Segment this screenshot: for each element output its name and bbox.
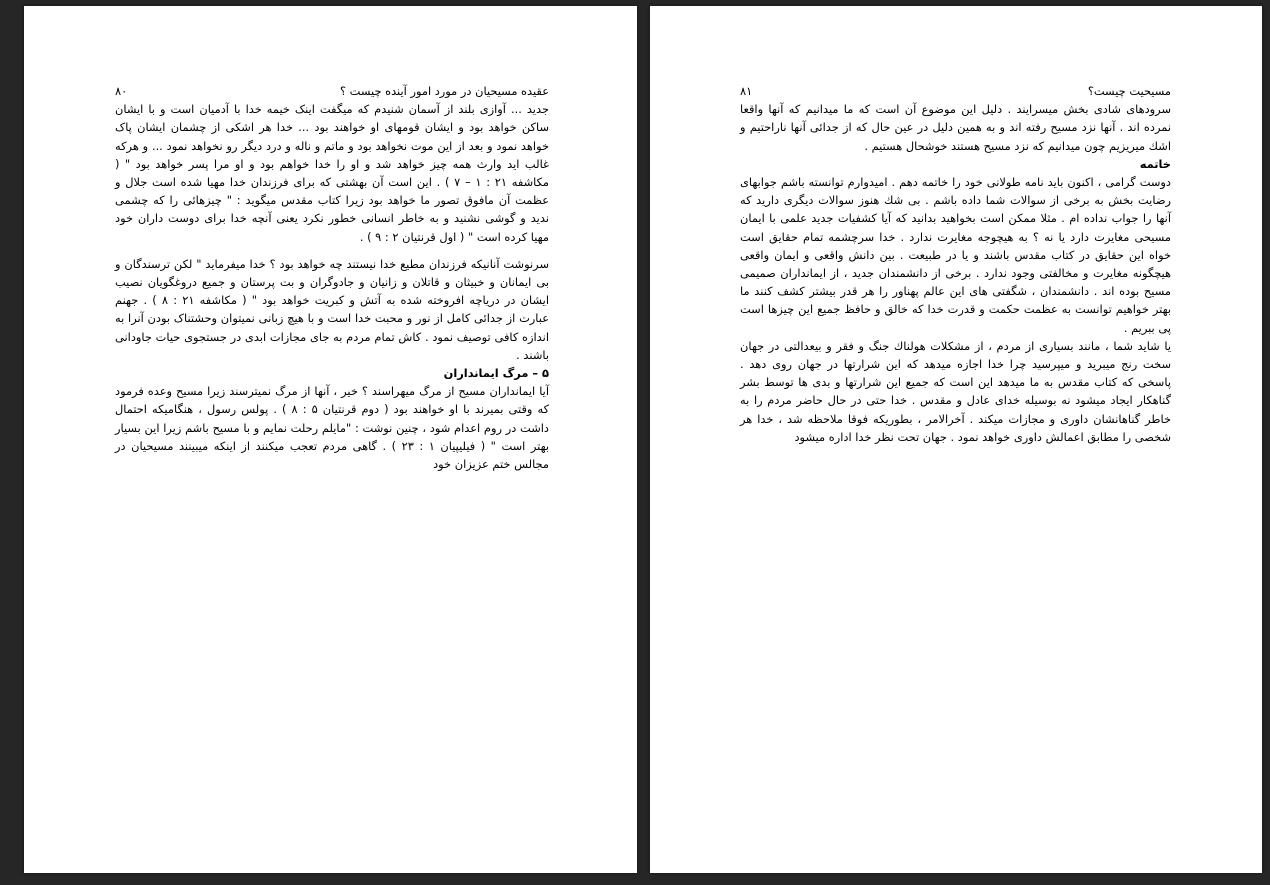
page-content (115, 82, 549, 473)
page-number: ۸۰ (115, 84, 128, 98)
body-paragraph: آیا ایمانداران مسیح از مرگ میهراسند ؟ خیر ، آنها از مرگ نمیترسند زیرا مسیح وعده فرمود که وقتی بمیرند با او خواهند بود ( دوم قرنتیان ۵ : ۸ ) . پولس رسول ، هنگامیکه احتمال داشت در روم اعدام شود ، چنین نوشت : "مایلم رحلت نمایم و با مسیح باشم زیرا این بسیار بهتر است " ( فیلیپیان ۱ : ۲۳ ) . گاهی مردم تعجب میکنند از اینکه میبینند مسیحیان در مجالس ختم عزیزان خود (115, 384, 550, 472)
page-content (740, 82, 1171, 446)
body-paragraph: یا شاید شما ، مانند بسیاری از مردم ، از مشکلات هولناك جنگ و فقر و بیعدالتی در جهان سخت رنج میبرید و میپرسید چرا خدا اجازه میدهد که این شرارتها در جهان روی دهد . پاسخی که کتاب مقدس به ما میدهد این است که جمیع این شرارتها و بدی ها توسط بشر گناهکار ایجاد میشود نه بوسیله خدای عادل و مقدس . خدا حتی در حال حاضر مردم را به خاطر گناهانشان داوری و مجازات میکند . آخرالامر ، بطوریکه فوقا ملاحظه شد ، خدا هر شخصی را مطابق اعمالش داوری خواهد نمود . جهان تحت نظر خدا اداره میشود (740, 338, 1171, 444)
running-header (115, 82, 549, 100)
running-header (740, 82, 1171, 100)
book-page-right (650, 6, 1262, 873)
body-paragraph: سرودهای شادی بخش میسرایند . دلیل این موضوع آن است که ما میدانیم که آنها واقعا نمرده اند . آنها نزد مسیح رفته اند و به همین دلیل در عین حال که از جدائی آنها ناراحتیم و اشك میریزیم چون میدانیم که نزد مسیح هستند خوشحال هستیم . (740, 102, 1171, 153)
body-paragraph: سرنوشت آنانیکه فرزندان مطیع خدا نیستند چه خواهد بود ؟ خدا میفرماید " لکن ترسندگان و بی ایمانان و خبیثان و قاتلان و زانیان و جادوگران و بت پرستان و جمیع دروغگویان نصیب ایشان در دریاچه افروخته شده به آتش و کبریت خواهد بود " ( مکاشفه ۲۱ : ۸ ) . جهنم عبارت از جدائی کامل از نور و محبت خدا است و با هیچ زبانی نمیتوان وحشتناک بودن آنرا به اندازه کافی توصیف نمود . کاش تمام مردم به جای مجازات ابدی در جستجوی حیات جاودانی باشند . (115, 256, 549, 362)
section-heading: ۵ – مرگ ایمانداران (443, 366, 549, 381)
running-title: عقیده مسیحیان در مورد امور آینده چیست ؟ (340, 84, 549, 98)
body-paragraph: دوست گرامی ، اکنون باید نامه طولانی خود را خاتمه دهم . امیدوارم توانسته باشم جوابهای رضایت بخش به برخی از سوالات شما داده باشم . بی شك هنوز سوالات دیگری دارید که آنها را جواب نداده ام . مثلا ممکن است بخواهید بدانید که آیا کشفیات جدید علمی با ایمان مسیحی مغایرت دارد یا نه ؟ به هیچوجه مغایرت ندارد . خدا سرچشمه تمام حقایق است خواه این حقایق در کتاب مقدس باشند و یا در طبیعت . بین دانش واقعی و ایمان واقعی هیچگونه مغایرت و مخالفتی وجود ندارد . برخی از دانشمندان جدید ، از ایمانداران صمیمی مسیح بوده اند . دانشمندان ، شگفتی های این عالم پهناور را هر قدر بیشتر کشف کنند ما بهتر خواهیم توانست به عظمت حکمت و قدرت خدا که خالق و حافظ جمیع این چیزها است پی ببریم . (740, 175, 1171, 335)
section-heading: خاتمه (1139, 156, 1171, 171)
page-number: ۸۱ (740, 84, 753, 98)
running-title: مسیحیت چیست؟ (1087, 84, 1171, 98)
book-page-left (24, 6, 637, 873)
body-paragraph: جدید ... آوازی بلند از آسمان شنیدم که میگفت اینک خیمه خدا با آدمیان است و با ایشان ساکن خواهد بود و ایشان قومهای او خواهند بود ... خدا هر اشکی از چشمان ایشان پاک خواهد نمود و بعد از این موت نخواهد بود و ماتم و ناله و درد دیگر رو نخواهد نمود ... و هرکه غالب اید وارث همه چیز خواهد شد و او را خدا خواهم بود و او مرا پسر خواهد بود " ( مکاشفه ۲۱ : ۱ – ۷ ) . این است آن بهشتی که برای فرزندان خدا مهیا شده است جلال و عظمت آن مافوق تصور ما خواهد بود زیرا کتاب مقدس میگوید : " چیزهائی را که چشمی ندید و گوشی نشنید و به خاطر انسانی خطور نکرد یعنی آنچه خدا برای دوست داران خود مهیا کرده است " ( اول قرنتیان ۲ : ۹ ) . (115, 102, 549, 244)
